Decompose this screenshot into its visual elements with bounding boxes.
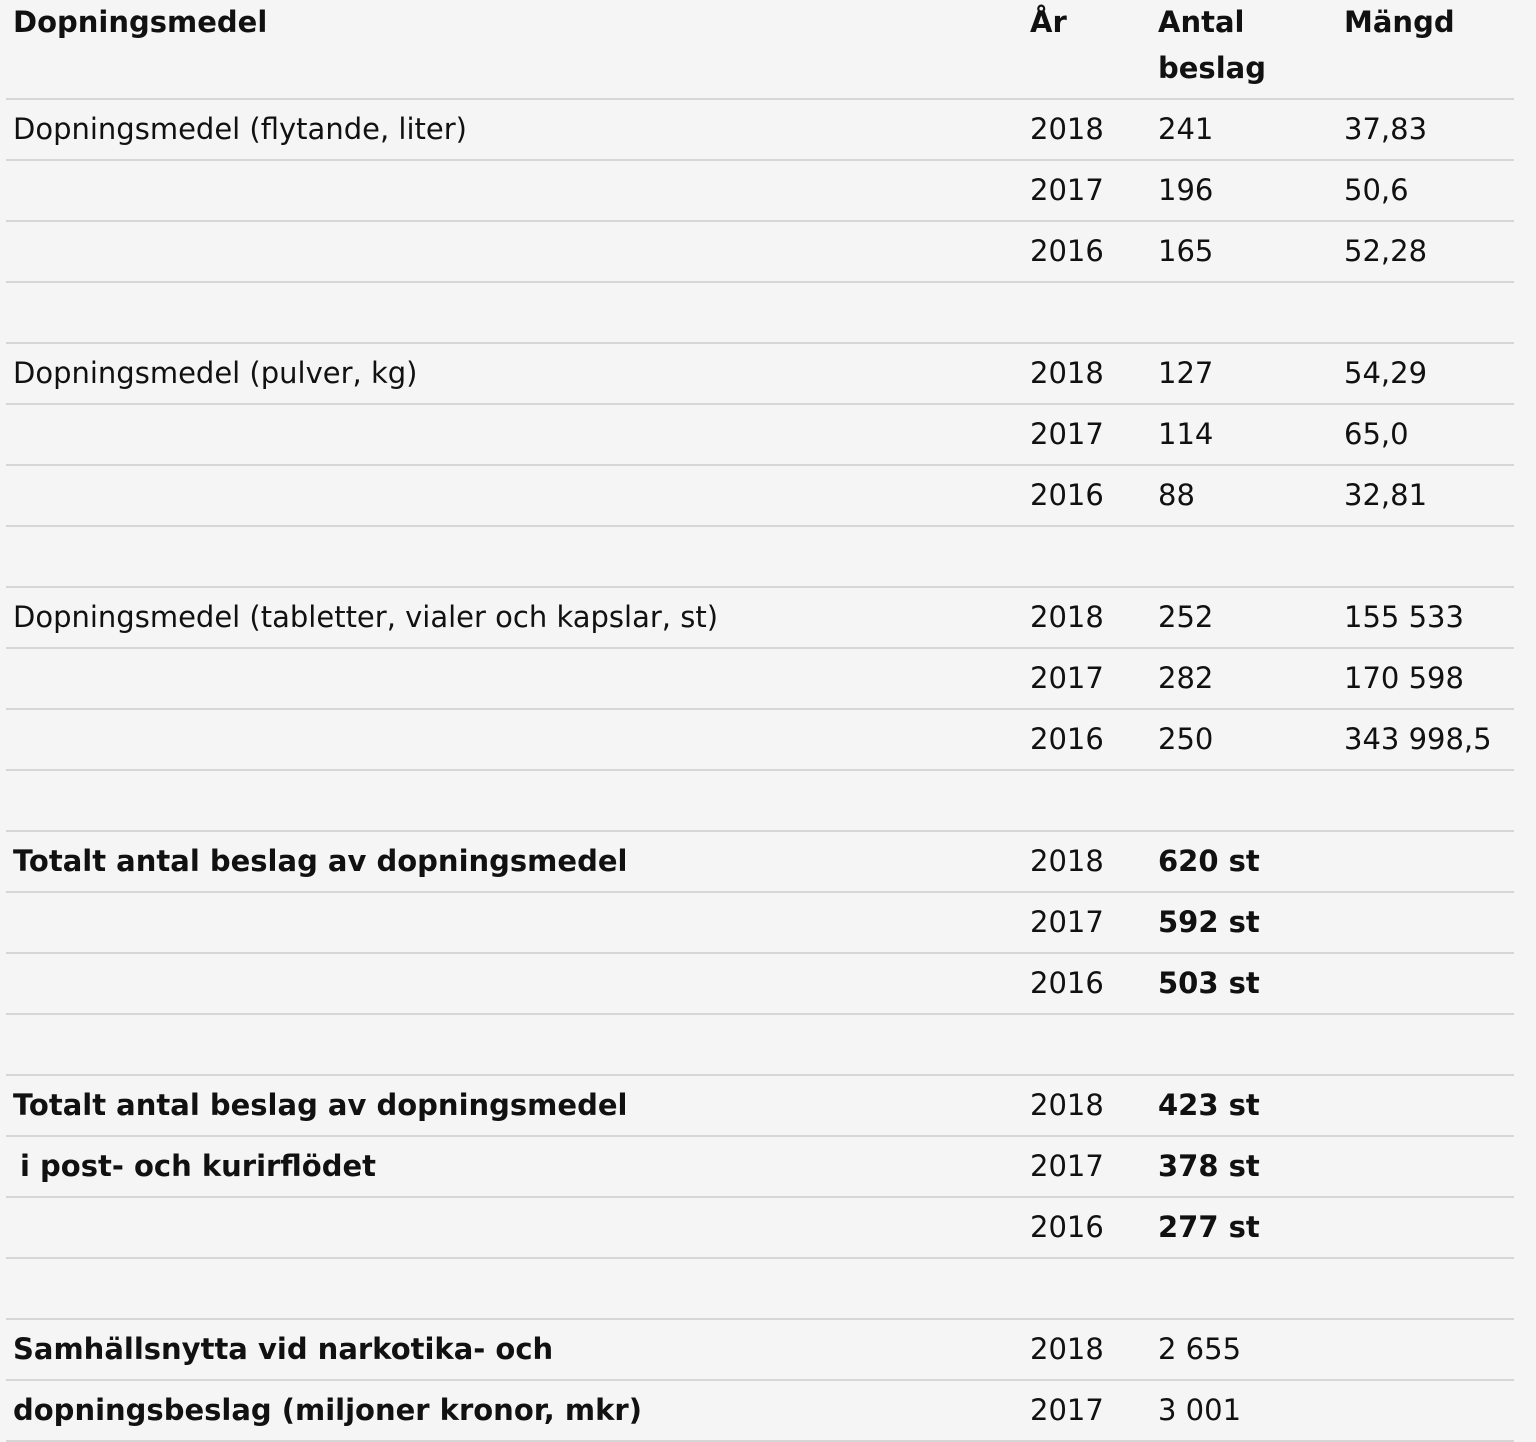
row-count: 252: [1158, 600, 1214, 634]
row-year: 2017: [1030, 417, 1104, 451]
row-year: 2017: [1030, 173, 1104, 207]
row-year: 2018: [1030, 1088, 1104, 1122]
row-count: 277 st: [1158, 1210, 1260, 1244]
row-amount: 155 533: [1344, 600, 1464, 634]
table-row: [6, 344, 1514, 405]
row-name: i post- och kurirflödet: [20, 1149, 377, 1183]
table-row: [6, 1198, 1514, 1259]
row-name: dopningsbeslag (miljoner kronor, mkr): [13, 1393, 642, 1427]
row-count: 250: [1158, 722, 1214, 756]
header-year: År: [1030, 5, 1067, 39]
table-row-spacer: [6, 1015, 1514, 1076]
row-amount: 37,83: [1344, 112, 1428, 146]
row-name: Dopningsmedel (tabletter, vialer och kapslar, st): [13, 600, 719, 634]
table-row: [6, 161, 1514, 222]
table-row: [6, 954, 1514, 1015]
table-row: [6, 832, 1514, 893]
row-count: 88: [1158, 478, 1195, 512]
row-count: 592 st: [1158, 905, 1260, 939]
row-year: 2018: [1030, 356, 1104, 390]
table-row-spacer: [6, 283, 1514, 344]
row-amount: 170 598: [1344, 661, 1464, 695]
row-year: 2016: [1030, 722, 1104, 756]
table-row: [6, 1320, 1514, 1381]
table-row: [6, 222, 1514, 283]
row-year: 2017: [1030, 1149, 1104, 1183]
row-count: 196: [1158, 173, 1214, 207]
table-row: [6, 893, 1514, 954]
row-count: 127: [1158, 356, 1214, 390]
header-amount: Mängd: [1344, 5, 1455, 39]
row-year: 2016: [1030, 478, 1104, 512]
row-count: 378 st: [1158, 1149, 1260, 1183]
row-count: 2 655: [1158, 1332, 1242, 1366]
row-amount: 65,0: [1344, 417, 1409, 451]
row-amount: 50,6: [1344, 173, 1409, 207]
row-year: 2017: [1030, 661, 1104, 695]
table-row: [6, 649, 1514, 710]
header-name: Dopningsmedel: [13, 5, 268, 39]
row-year: 2018: [1030, 1332, 1104, 1366]
row-year: 2016: [1030, 1210, 1104, 1244]
row-count: 165: [1158, 234, 1214, 268]
table-row: [6, 405, 1514, 466]
row-count: 114: [1158, 417, 1214, 451]
row-name: Totalt antal beslag av dopningsmedel: [13, 844, 628, 878]
row-year: 2018: [1030, 844, 1104, 878]
table-row-spacer: [6, 1259, 1514, 1320]
table-row: [6, 1137, 1514, 1198]
header-count: Antal beslag: [1158, 5, 1266, 85]
row-count: 620 st: [1158, 844, 1260, 878]
row-name: Dopningsmedel (flytande, liter): [13, 112, 467, 146]
row-count: 503 st: [1158, 966, 1260, 1000]
row-year: 2018: [1030, 600, 1104, 634]
table-row: [6, 710, 1514, 771]
table-row: [6, 1381, 1514, 1442]
row-count: 241: [1158, 112, 1214, 146]
table-row: [6, 100, 1514, 161]
row-year: 2018: [1030, 112, 1104, 146]
row-amount: 32,81: [1344, 478, 1428, 512]
table-row: [6, 588, 1514, 649]
row-name: Totalt antal beslag av dopningsmedel: [13, 1088, 628, 1122]
row-count: 3 001: [1158, 1393, 1242, 1427]
row-amount: 54,29: [1344, 356, 1428, 390]
row-year: 2017: [1030, 905, 1104, 939]
table-row: [6, 466, 1514, 527]
seizure-table: [6, 0, 1514, 1442]
table-row: [6, 1076, 1514, 1137]
row-amount: 343 998,5: [1344, 722, 1492, 756]
row-name: Dopningsmedel (pulver, kg): [13, 356, 418, 390]
row-amount: 52,28: [1344, 234, 1428, 268]
table-header: [6, 0, 1514, 100]
row-year: 2016: [1030, 966, 1104, 1000]
table-row-spacer: [6, 771, 1514, 832]
row-year: 2016: [1030, 234, 1104, 268]
row-count: 282: [1158, 661, 1214, 695]
table-row-spacer: [6, 527, 1514, 588]
row-year: 2017: [1030, 1393, 1104, 1427]
row-count: 423 st: [1158, 1088, 1260, 1122]
row-name: Samhällsnytta vid narkotika- och: [13, 1332, 554, 1366]
